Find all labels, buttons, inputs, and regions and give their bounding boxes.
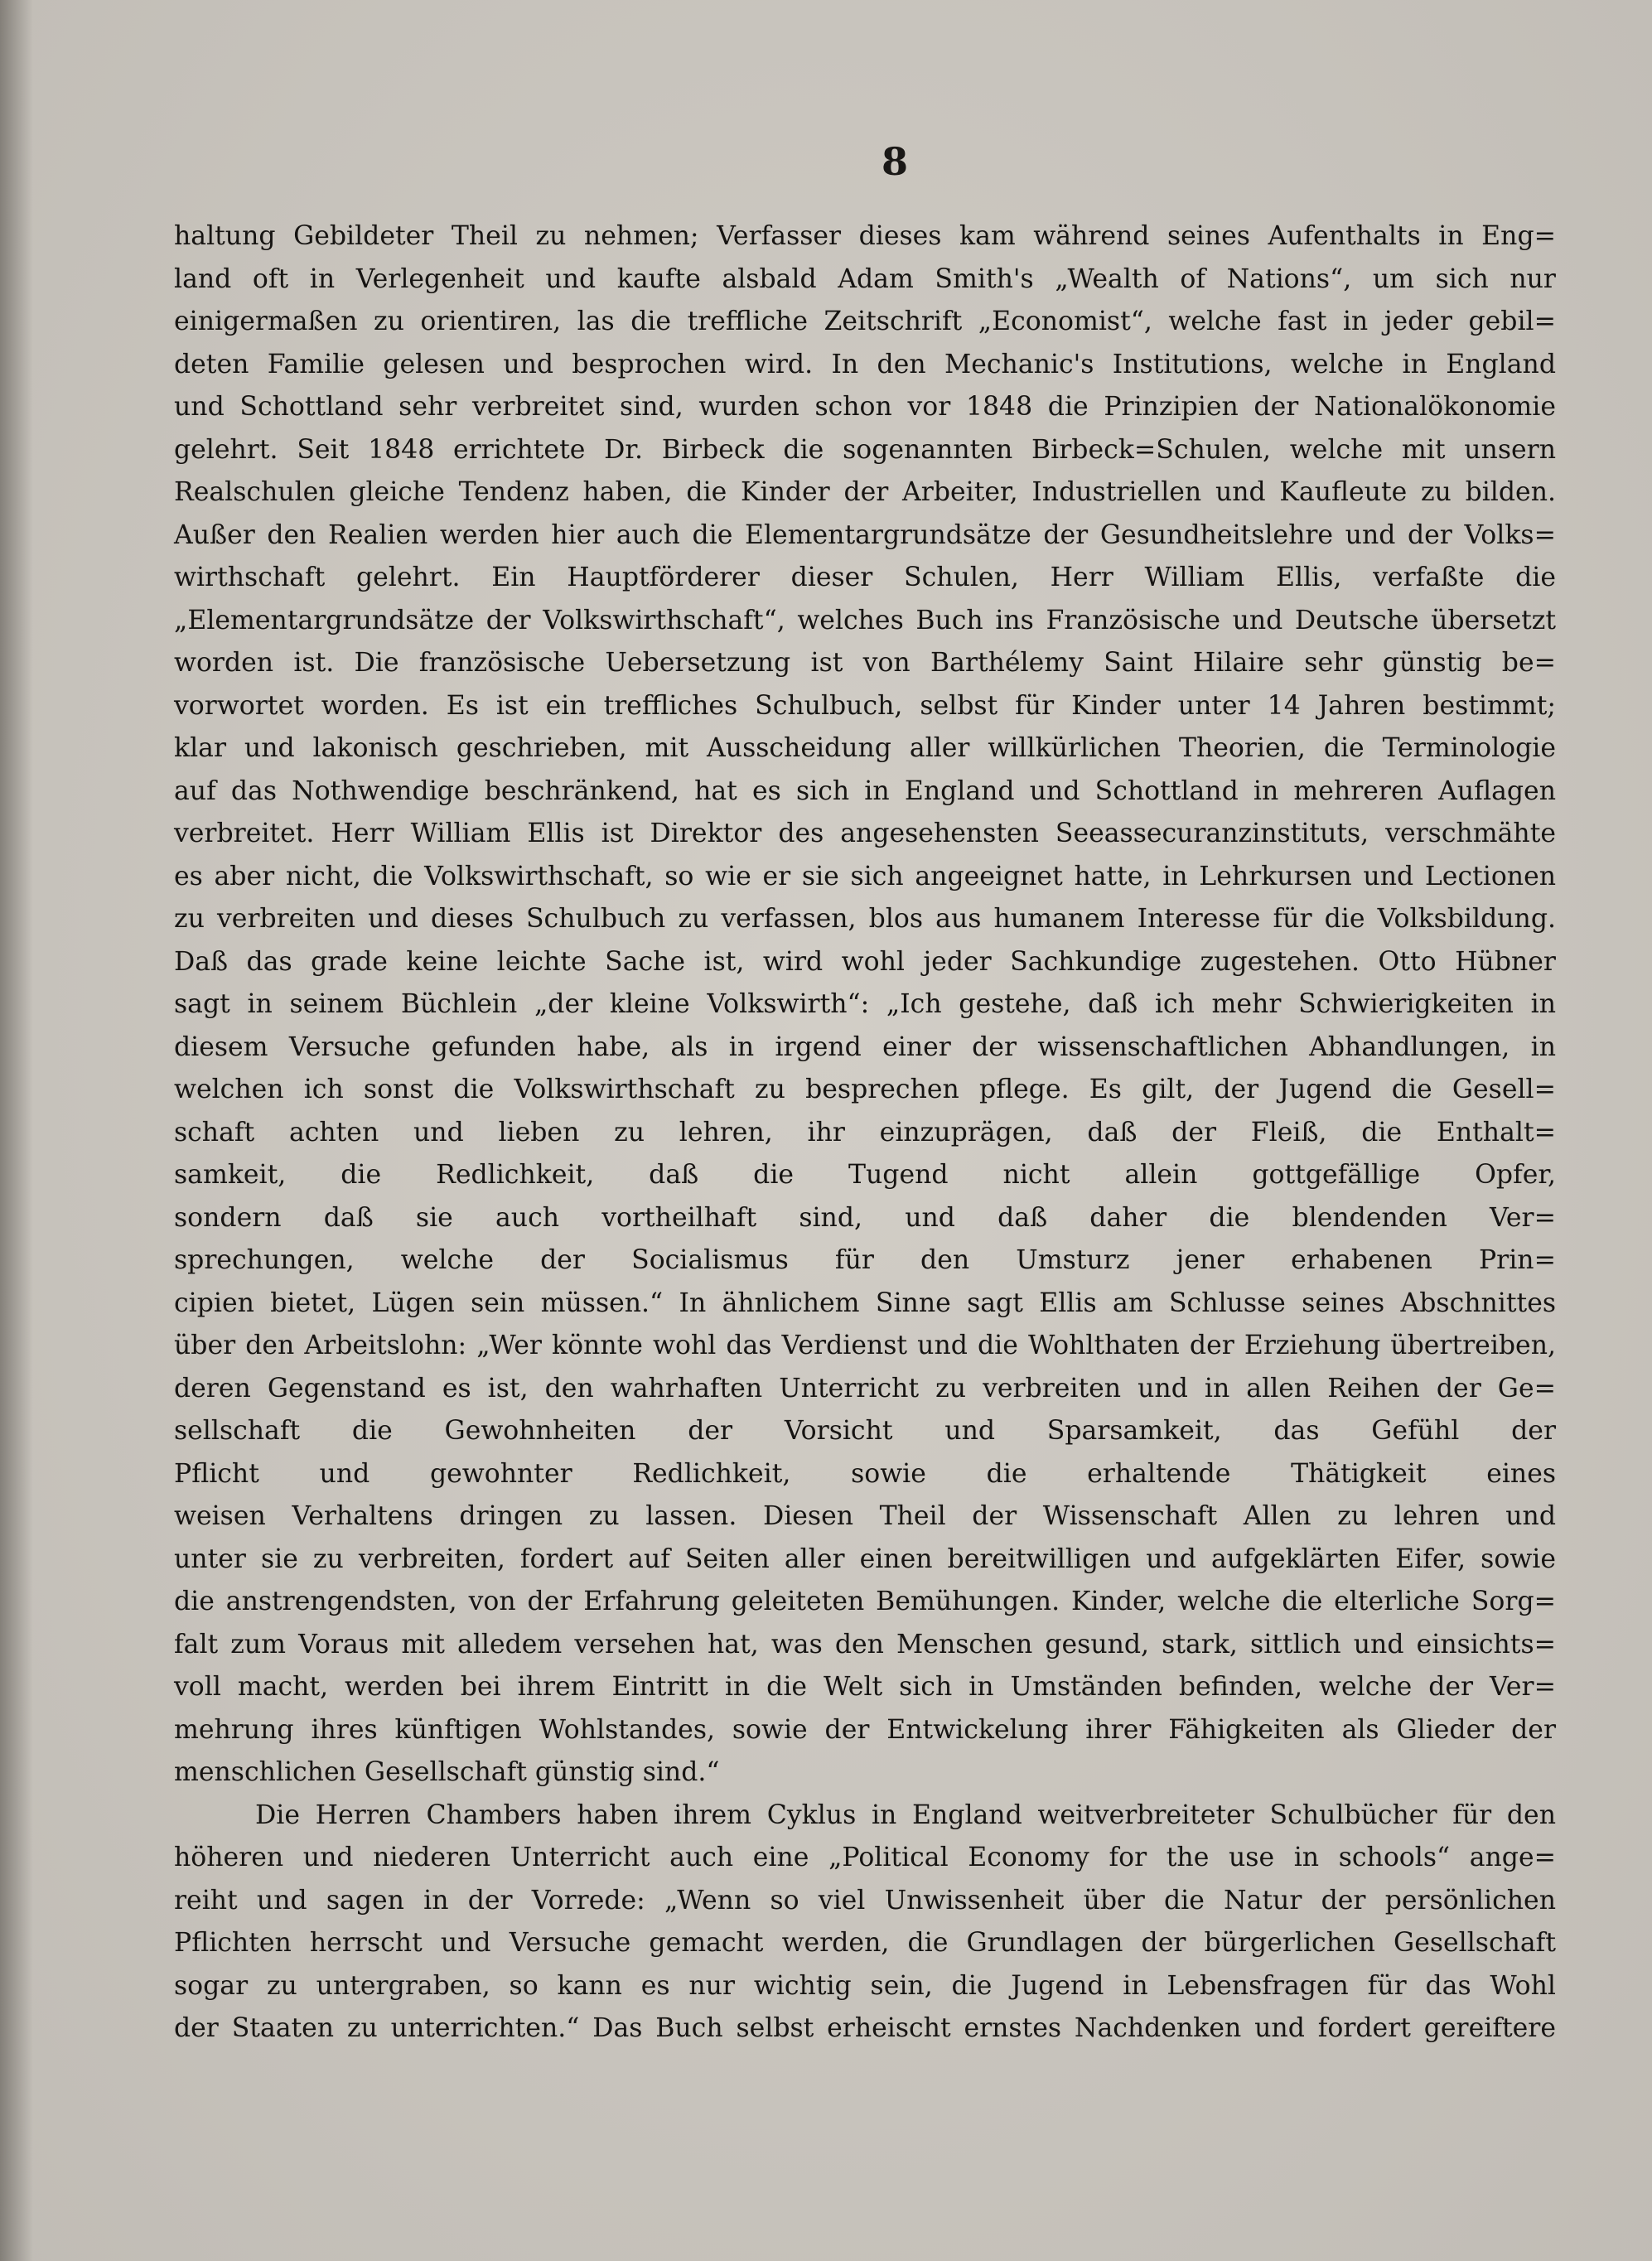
text-line: Pflichten herrscht und Versuche gemacht werden, die Grundlagen der bürgerlichen Gesellschaft xyxy=(174,1928,1556,1958)
text-line: weisen Verhaltens dringen zu lassen. Diesen Theil der Wissenschaft Allen zu lehren und xyxy=(174,1501,1556,1531)
text-line: diesem Versuche gefunden habe, als in irgend einer der wissenschaftlichen Abhandlungen, in xyxy=(174,1031,1556,1062)
text-line: haltung Gebildeter Theil zu nehmen; Verfasser dieses kam während seines Aufenthalts in Eng= xyxy=(174,221,1556,251)
text-line: falt zum Voraus mit alledem versehen hat, was den Menschen gesund, stark, sittlich und einsichts= xyxy=(174,1629,1556,1660)
text-line: reiht und sagen in der Vorrede: „Wenn so viel Unwissenheit über die Natur der persönlichen xyxy=(174,1885,1556,1916)
text-line: unter sie zu verbreiten, fordert auf Seiten aller einen bereitwilligen und aufgeklärten Eifer, sowie xyxy=(174,1544,1556,1574)
text-line: zu verbreiten und dieses Schulbuch zu verfassen, blos aus humanem Interesse für die Volksbildung. xyxy=(174,904,1556,934)
body-text xyxy=(174,215,1556,2051)
text-line: klar und lakonisch geschrieben, mit Ausscheidung aller willkürlichen Theorien, die Terminologie xyxy=(174,733,1556,763)
text-line: es aber nicht, die Volkswirthschaft, so wie er sie sich angeeignet hatte, in Lehrkursen und Lectionen xyxy=(174,861,1556,891)
text-line: menschlichen Gesellschaft günstig sind.“ xyxy=(174,1757,720,1787)
text-line: land oft in Verlegenheit und kaufte alsbald Adam Smith's „Wealth of Nations“, um sich nur xyxy=(174,263,1556,294)
text-line: samkeit, die Redlichkeit, daß die Tugend nicht allein gottgefällige Opfer, xyxy=(174,1160,1556,1190)
page-edge-shadow xyxy=(0,0,33,2261)
text-line: verbreitet. Herr William Ellis ist Direktor des angesehensten Seeassecuranzinstituts, verschmähte xyxy=(174,819,1556,848)
text-line: Daß das grade keine leichte Sache ist, wird wohl jeder Sachkundige zugestehen. Otto Hübner xyxy=(174,946,1556,977)
text-line: deren Gegenstand es ist, den wahrhaften Unterricht zu verbreiten und in allen Reihen der Ge= xyxy=(174,1373,1556,1403)
page-number: 8 xyxy=(881,139,908,184)
text-line: auf das Nothwendige beschränkend, hat es sich in England und Schottland in mehreren Auflagen xyxy=(174,775,1556,806)
text-line: einigermaßen zu orientiren, las die treffliche Zeitschrift „Economist“, welche fast in jeder gebil= xyxy=(174,307,1556,336)
text-line: wirthschaft gelehrt. Ein Hauptförderer dieser Schulen, Herr William Ellis, verfaßte die xyxy=(174,563,1556,592)
text-line: die anstrengendsten, von der Erfahrung geleiteten Bemühungen. Kinder, welche die elterliche Sorg= xyxy=(174,1587,1556,1616)
text-line: sprechungen, welche der Socialismus für den Umsturz jener erhabenen Prin= xyxy=(174,1245,1556,1275)
text-line: welchen ich sonst die Volkswirthschaft zu besprechen pflege. Es gilt, der Jugend die Gesell= xyxy=(174,1075,1556,1104)
text-line: worden ist. Die französische Uebersetzung ist von Barthélemy Saint Hilaire sehr günstig be= xyxy=(174,648,1556,678)
text-line: mehrung ihres künftigen Wohlstandes, sowie der Entwickelung ihrer Fähigkeiten als Glieder der xyxy=(174,1714,1556,1745)
text-line: höheren und niederen Unterricht auch eine „Political Economy for the use in schools“ ange= xyxy=(174,1843,1556,1872)
text-line: der Staaten zu unterrichten.“ Das Buch selbst erheischt ernstes Nachdenken und fordert gereiftere xyxy=(174,2013,1556,2043)
text-line: Die Herren Chambers haben ihrem Cyklus in England weitverbreiteter Schulbücher für den xyxy=(255,1800,1556,1830)
text-line: vorwortet worden. Es ist ein treffliches Schulbuch, selbst für Kinder unter 14 Jahren bestimmt; xyxy=(174,690,1556,721)
text-line: sondern daß sie auch vortheilhaft sind, und daß daher die blendenden Ver= xyxy=(174,1202,1556,1233)
text-line: cipien bietet, Lügen sein müssen.“ In ähnlichem Sinne sagt Ellis am Schlusse seines Abschnittes xyxy=(174,1288,1556,1318)
text-line: voll macht, werden bei ihrem Eintritt in die Welt sich in Umständen befinden, welche der Ver= xyxy=(174,1672,1556,1702)
text-line: über den Arbeitslohn: „Wer könnte wohl das Verdienst und die Wohlthaten der Erziehung übertreiben, xyxy=(174,1331,1556,1360)
text-line: Außer den Realien werden hier auch die Elementargrundsätze der Gesundheitslehre und der Volks= xyxy=(174,519,1556,550)
text-line: gelehrt. Seit 1848 errichtete Dr. Birbeck die sogenannten Birbeck=Schulen, welche mit unsern xyxy=(174,434,1556,465)
text-line: Pflicht und gewohnter Redlichkeit, sowie die erhaltende Thätigkeit eines xyxy=(174,1458,1556,1489)
text-line: schaft achten und lieben zu lehren, ihr einzuprägen, daß der Fleiß, die Enthalt= xyxy=(174,1117,1556,1147)
text-line: sellschaft die Gewohnheiten der Vorsicht und Sparsamkeit, das Gefühl der xyxy=(174,1416,1556,1446)
text-line: „Elementargrundsätze der Volkswirthschaft“, welches Buch ins Französische und Deutsche übersetzt xyxy=(174,605,1556,635)
text-line: und Schottland sehr verbreitet sind, wurden schon vor 1848 die Prinzipien der Nationalökonomie xyxy=(174,392,1556,422)
text-line: deten Familie gelesen und besprochen wird. In den Mechanic's Institutions, welche in England xyxy=(174,349,1556,379)
text-line: sagt in seinem Büchlein „der kleine Volkswirth“: „Ich gestehe, daß ich mehr Schwierigkeiten in xyxy=(174,989,1556,1019)
text-line: sogar zu untergraben, so kann es nur wichtig sein, die Jugend in Lebensfragen für das Wohl xyxy=(174,1970,1556,2001)
text-line: Realschulen gleiche Tendenz haben, die Kinder der Arbeiter, Industriellen und Kaufleute zu bilden. xyxy=(174,477,1556,507)
